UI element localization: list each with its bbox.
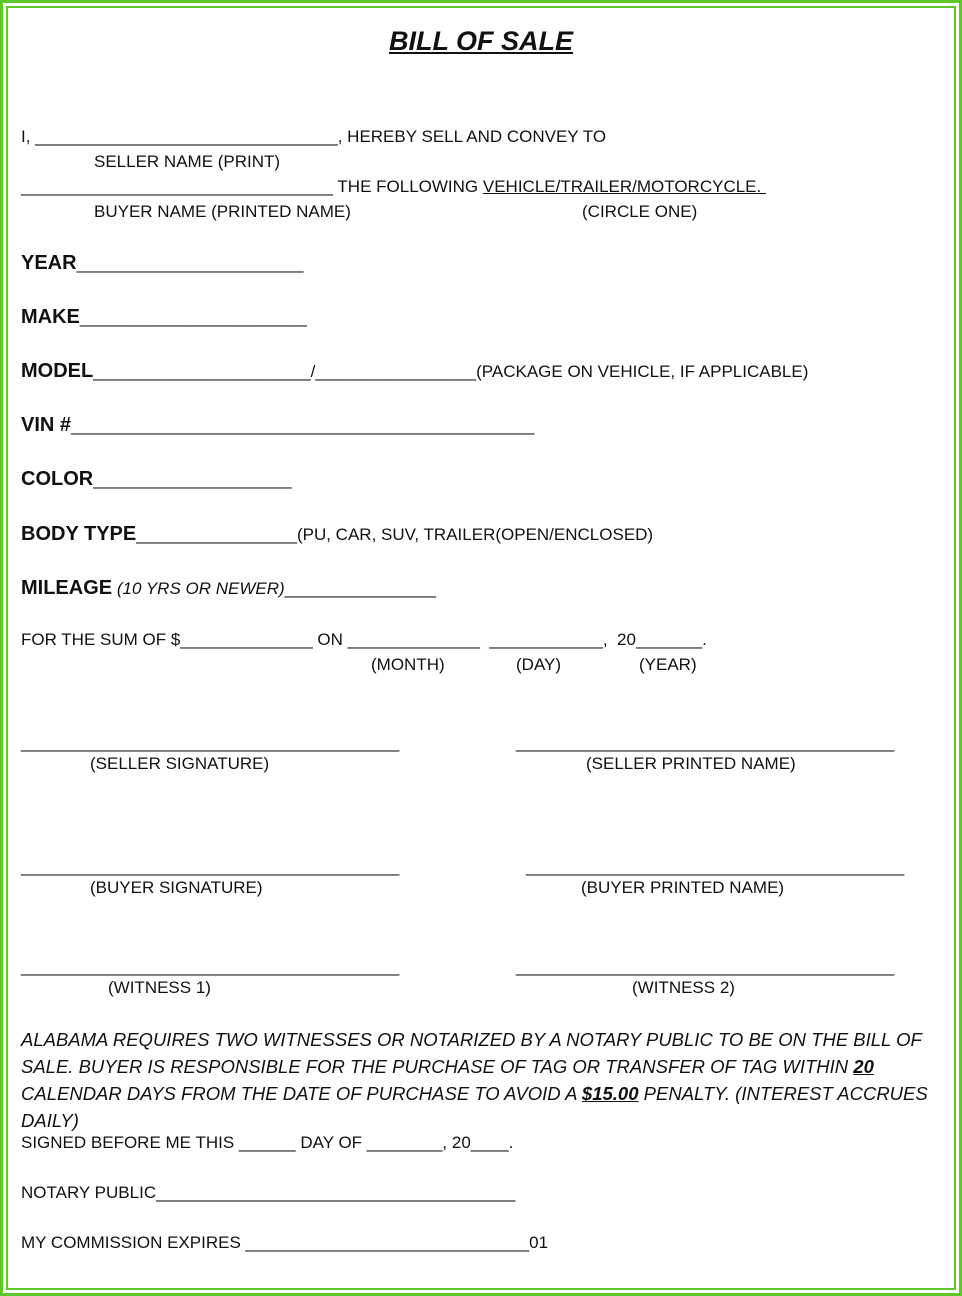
body-type-label: BODY TYPE: [21, 523, 137, 545]
make-blank[interactable]: ________________________: [79, 308, 307, 327]
mileage-note: (10 YRS OR NEWER): [116, 579, 285, 598]
vin-label: VIN #: [21, 414, 72, 436]
day-label: (DAY): [516, 655, 562, 674]
witness2-line[interactable]: ________________________________________: [516, 957, 895, 976]
body-type-field[interactable]: [21, 524, 653, 545]
buyer-signature-line[interactable]: ________________________________________: [21, 857, 400, 876]
body-type-blank[interactable]: _________________: [136, 525, 297, 544]
witness2-label: (WITNESS 2): [632, 978, 735, 997]
year-field[interactable]: [21, 253, 304, 274]
notice-text-1: ALABAMA REQUIRES TWO WITNESSES OR NOTARIZED BY A NOTARY PUBLIC TO BE ON THE BILL OF SALE. BUYER IS RESPONSIBLE FOR THE PURCHASE OF TAG OR TRANSFER OF TAG WITHIN: [21, 1029, 922, 1077]
seller-signature-label: (SELLER SIGNATURE): [90, 754, 270, 773]
seller-printed-line[interactable]: ________________________________________: [516, 733, 895, 752]
notice-text-2: CALENDAR DAYS FROM THE DATE OF PURCHASE TO AVOID A: [21, 1083, 582, 1104]
color-field[interactable]: [21, 469, 292, 490]
notice-penalty: $15.00: [581, 1083, 639, 1104]
color-label: COLOR: [21, 468, 94, 490]
vin-field[interactable]: [21, 415, 534, 436]
witness1-label: (WITNESS 1): [108, 978, 211, 997]
color-blank[interactable]: _____________________: [93, 470, 292, 489]
buyer-name-line[interactable]: [21, 177, 766, 197]
buyer-name-label: BUYER NAME (PRINTED NAME): [94, 202, 351, 221]
commission-expires-line[interactable]: MY COMMISSION EXPIRES ______________________________01: [21, 1233, 549, 1252]
seller-name-label: SELLER NAME (PRINT): [94, 152, 281, 171]
model-field[interactable]: [21, 361, 808, 382]
vehicle-type-options[interactable]: VEHICLE/TRAILER/MOTORCYCLE.: [482, 177, 766, 196]
circle-one-hint: (CIRCLE ONE): [582, 202, 698, 221]
buyer-printed-label: (BUYER PRINTED NAME): [581, 878, 785, 897]
model-label: MODEL: [21, 360, 94, 382]
body-type-note: (PU, CAR, SUV, TRAILER(OPEN/ENCLOSED): [296, 525, 654, 544]
vin-blank[interactable]: _________________________________________________: [71, 416, 535, 435]
model-note: (PACKAGE ON VEHICLE, IF APPLICABLE): [476, 362, 809, 381]
alabama-notice: [21, 1026, 946, 1134]
mileage-label: MILEAGE: [21, 577, 113, 599]
make-field[interactable]: [21, 307, 307, 328]
buyer-name-blank[interactable]: _________________________________ THE FOLLOWING: [21, 177, 483, 196]
signed-before-line[interactable]: SIGNED BEFORE ME THIS ______ DAY OF ________, 20____.: [21, 1133, 514, 1152]
month-label: (MONTH): [371, 655, 445, 674]
seller-name-line[interactable]: I, ________________________________, HEREBY SELL AND CONVEY TO: [21, 127, 607, 146]
model-blank[interactable]: _______________________/_________________: [93, 362, 477, 381]
buyer-signature-label: (BUYER SIGNATURE): [90, 878, 263, 897]
year-blank[interactable]: ________________________: [76, 254, 304, 273]
year-label-sum: (YEAR): [639, 655, 697, 674]
witness1-line[interactable]: ________________________________________: [21, 957, 400, 976]
sum-line[interactable]: FOR THE SUM OF $______________ ON ______________ ____________, 20_______.: [21, 630, 707, 649]
notice-text-3: PENALTY. (INTEREST ACCRUES DAILY): [21, 1083, 928, 1131]
make-label: MAKE: [21, 306, 80, 328]
notary-public-line[interactable]: NOTARY PUBLIC______________________________________: [21, 1183, 516, 1202]
document-title: BILL OF SALE: [388, 26, 573, 56]
buyer-printed-line[interactable]: ________________________________________: [526, 857, 905, 876]
mileage-blank[interactable]: ________________: [284, 579, 436, 598]
notice-days: 20: [853, 1056, 874, 1077]
mileage-field[interactable]: [21, 578, 436, 599]
year-label: YEAR: [21, 252, 77, 274]
seller-printed-label: (SELLER PRINTED NAME): [586, 754, 796, 773]
seller-signature-line[interactable]: ________________________________________: [21, 733, 400, 752]
